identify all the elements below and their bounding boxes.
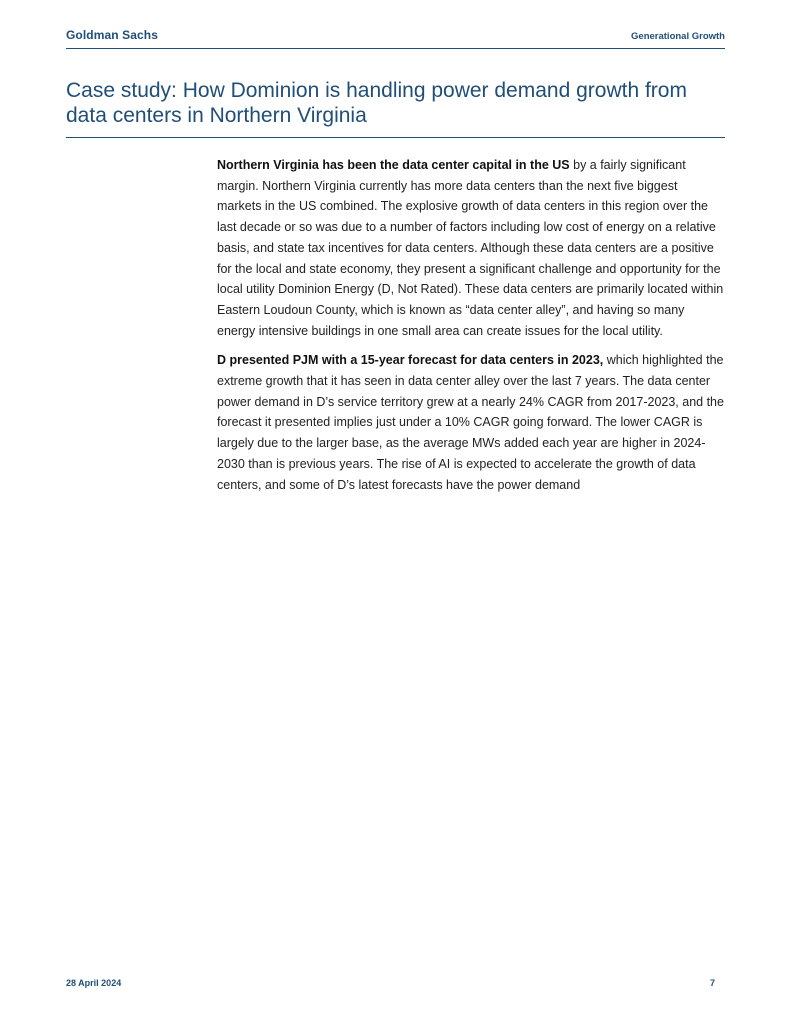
headline-divider	[66, 137, 725, 138]
page-header	[66, 28, 725, 48]
paragraph-lead: D presented PJM with a 15-year forecast for data centers in 2023,	[217, 353, 604, 368]
paragraph	[217, 350, 725, 495]
paragraph	[217, 155, 725, 341]
page-number: 7	[709, 978, 715, 988]
brand-name: Goldman Sachs	[66, 28, 158, 42]
article-body	[217, 155, 725, 504]
paragraph-text: which highlighted the extreme growth that it has seen in data center alley over the last 7 years. The data center power demand in D’s service territory grew at a nearly 24% CAGR from 2017-2023, and the forecast it presented implies just under a 10% CAGR going forward. The lower CAGR is largely due to the larger base, as the average MWs added each year are higher in 2024-2030 than is previous years. The rise of AI is expected to accelerate the growth of data centers, and some of D’s latest forecasts have the power demand	[217, 353, 724, 492]
header-divider	[66, 48, 725, 49]
paragraph-lead: Northern Virginia has been the data center capital in the US	[217, 158, 570, 172]
report-title: Generational Growth	[631, 31, 725, 42]
paragraph-text: by a fairly significant margin. Northern Virginia currently has more data centers than the next five biggest markets in the US combined. The explosive growth of data centers in this region over the last decade or so was due to a number of factors including low cost of energy on a relative basis, and state tax incentives for data centers. Although these data centers are a positive for the local and state economy, they present a significant challenge and opportunity for the local utility Dominion Energy (D, Not Rated). These data centers are primarily located within Eastern Loudoun County, which is known as “data center alley”, and having so many energy intensive buildings in one small area can create issues for the local utility.	[217, 158, 724, 338]
page-headline: Case study: How Dominion is handling power demand growth from data centers in Northern Virginia	[66, 79, 687, 127]
footer-date: 28 April 2024	[66, 978, 122, 988]
